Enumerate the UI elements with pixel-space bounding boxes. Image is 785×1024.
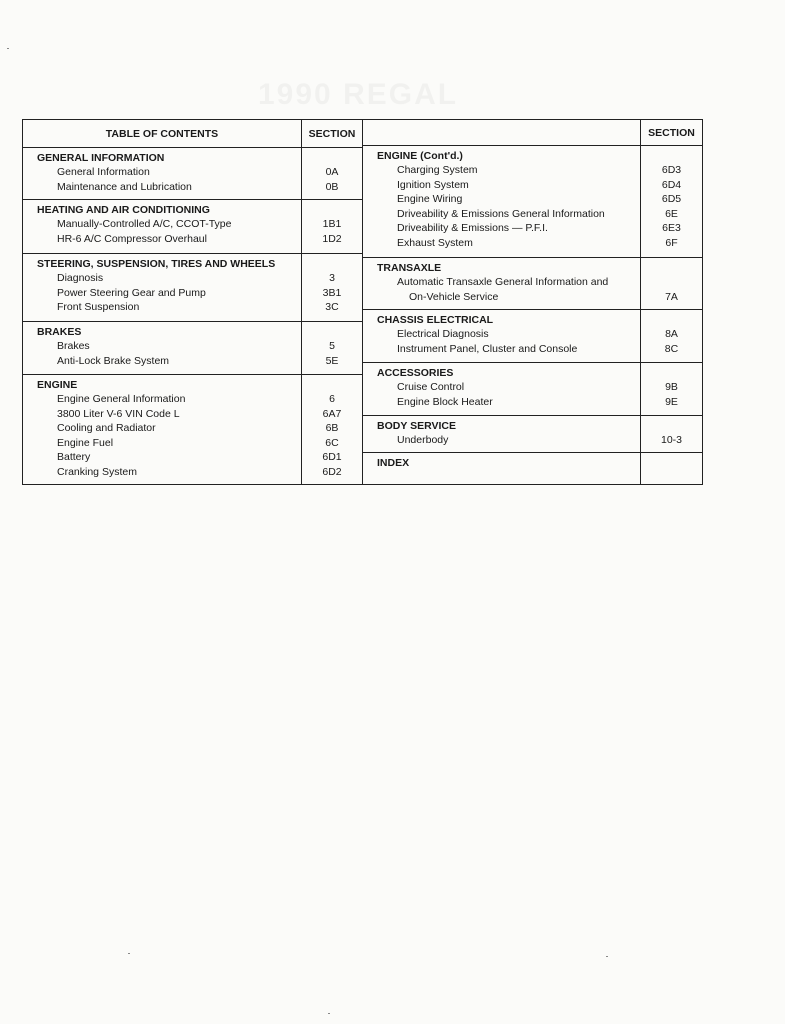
group-text-column <box>363 258 640 309</box>
section-number: 10-3 <box>660 434 682 446</box>
group-text-column <box>23 148 301 199</box>
section-number: 6D4 <box>661 178 682 191</box>
section-number: 6F <box>665 236 678 249</box>
toc-entry[interactable]: Maintenance and Lubrication <box>57 180 192 193</box>
section-number: 9B <box>665 381 678 393</box>
group-text-column <box>363 416 640 452</box>
toc-left-column <box>23 120 363 484</box>
section-number: 6D1 <box>322 451 342 464</box>
group-title: CHASSIS ELECTRICAL <box>377 314 494 326</box>
toc-group <box>363 416 702 453</box>
section-spacer <box>302 203 362 217</box>
section-number: 6C <box>325 436 339 449</box>
section-number: 3B1 <box>322 286 342 299</box>
toc-right-column <box>363 120 702 484</box>
toc-entry[interactable]: Power Steering Gear and Pump <box>57 286 206 299</box>
toc-entry[interactable]: Anti-Lock Brake System <box>57 354 170 367</box>
section-number: 6 <box>329 393 335 405</box>
toc-entry[interactable]: Driveability & Emissions — P.F.I. <box>397 222 548 235</box>
toc-entry[interactable]: Exhaust System <box>397 236 473 249</box>
group-text-column <box>23 254 301 321</box>
section-spacer <box>641 366 702 380</box>
group-title: ACCESSORIES <box>377 367 454 379</box>
section-number: 8C <box>664 342 679 355</box>
toc-entry[interactable]: Front Suspension <box>57 301 140 314</box>
section-number: 6D5 <box>661 193 682 206</box>
toc-entry[interactable]: Engine Fuel <box>57 436 114 449</box>
section-spacer <box>641 313 702 327</box>
toc-entry[interactable]: Engine Block Heater <box>397 395 493 408</box>
toc-entry[interactable]: Driveability & Emissions General Information <box>397 207 605 220</box>
section-spacer <box>641 419 702 433</box>
section-number: 3C <box>325 301 339 314</box>
section-spacer <box>641 149 702 163</box>
toc-group <box>363 310 702 363</box>
speck <box>328 1013 330 1014</box>
section-number: 7A <box>665 290 678 303</box>
toc-entry[interactable]: Cruise Control <box>397 381 465 393</box>
toc-group <box>23 200 362 254</box>
toc-group <box>363 146 702 258</box>
group-title: ENGINE <box>37 379 78 391</box>
group-section-column <box>301 375 362 484</box>
toc-group <box>363 363 702 416</box>
section-number: 9E <box>665 395 678 408</box>
section-header-right: SECTION <box>640 120 702 145</box>
toc-entry[interactable]: Engine Wiring <box>397 193 463 206</box>
toc-left-header <box>23 120 362 148</box>
section-spacer <box>641 261 702 275</box>
group-title: HEATING AND AIR CONDITIONING <box>37 204 210 216</box>
toc-entry[interactable]: Cooling and Radiator <box>57 422 156 435</box>
toc-title: TABLE OF CONTENTS <box>105 127 219 140</box>
group-title: BODY SERVICE <box>377 420 456 432</box>
toc-entry[interactable]: Automatic Transaxle General Information and <box>397 276 609 288</box>
section-number: 1D2 <box>322 232 342 245</box>
speck <box>128 953 130 954</box>
section-number: 8A <box>665 328 678 340</box>
group-section-column <box>640 146 702 257</box>
section-number: 3 <box>329 272 335 284</box>
group-text-column <box>363 453 640 484</box>
section-spacer <box>302 378 362 392</box>
group-text-column <box>363 146 640 257</box>
group-text-column <box>23 200 301 253</box>
section-number: 6A7 <box>322 407 342 420</box>
section-number: 5E <box>325 354 339 367</box>
group-section-column <box>301 200 362 253</box>
group-section-column <box>301 148 362 199</box>
group-section-column <box>640 453 702 484</box>
toc-right-header <box>363 120 702 146</box>
toc-group <box>363 258 702 310</box>
toc-entry[interactable]: Diagnosis <box>57 272 104 284</box>
group-text-column <box>363 310 640 362</box>
toc-entry[interactable]: Brakes <box>57 340 90 352</box>
toc-entry[interactable]: Ignition System <box>397 178 469 191</box>
group-section-column <box>640 310 702 362</box>
group-section-column <box>301 254 362 321</box>
group-section-column <box>640 363 702 415</box>
toc-entry[interactable]: HR-6 A/C Compressor Overhaul <box>57 232 207 245</box>
toc-entry[interactable]: Battery <box>57 451 91 464</box>
speck <box>606 956 608 957</box>
speck <box>7 48 9 49</box>
toc-group <box>23 148 362 200</box>
toc-group <box>23 254 362 322</box>
section-spacer <box>641 456 702 470</box>
section-number: 1B1 <box>322 218 342 230</box>
section-number: 6D2 <box>322 465 342 478</box>
group-text-column <box>23 322 301 374</box>
group-title: TRANSAXLE <box>377 262 442 274</box>
toc-entry[interactable]: On-Vehicle Service <box>409 290 499 303</box>
group-title: INDEX <box>377 457 410 469</box>
group-section-column <box>301 322 362 374</box>
group-section-column <box>640 258 702 309</box>
toc-entry[interactable]: Engine General Information <box>57 393 186 405</box>
section-header-left: SECTION <box>301 120 362 147</box>
group-title: STEERING, SUSPENSION, TIRES AND WHEELS <box>37 258 276 270</box>
bleed-through-title <box>258 78 458 112</box>
group-title: ENGINE (Cont'd.) <box>377 150 463 162</box>
section-number: 5 <box>329 340 335 352</box>
group-section-column <box>640 416 702 452</box>
toc-entry[interactable]: Underbody <box>397 434 449 446</box>
toc-entry[interactable]: Charging System <box>397 164 478 176</box>
section-spacer <box>302 257 362 271</box>
section-spacer <box>302 151 362 165</box>
toc-entry[interactable]: Electrical Diagnosis <box>397 328 489 340</box>
toc-group <box>23 322 362 375</box>
table-of-contents <box>22 119 703 485</box>
section-number: 6E3 <box>662 222 681 235</box>
section-number: 6E <box>665 207 678 220</box>
group-text-column <box>363 363 640 415</box>
section-number: 0A <box>325 166 339 178</box>
section-number: 6B <box>325 422 339 435</box>
section-number: 6D3 <box>661 164 682 176</box>
toc-entry[interactable]: 3800 Liter V-6 VIN Code L <box>57 407 180 420</box>
section-number <box>641 275 702 290</box>
group-title: GENERAL INFORMATION <box>37 152 165 164</box>
section-spacer <box>302 325 362 339</box>
group-text-column <box>23 375 301 484</box>
toc-group <box>23 375 362 484</box>
section-number: 0B <box>325 180 339 193</box>
toc-entry[interactable]: Instrument Panel, Cluster and Console <box>397 342 578 355</box>
toc-entry[interactable]: Cranking System <box>57 465 137 478</box>
toc-entry[interactable]: General Information <box>57 166 150 178</box>
toc-entry[interactable]: Manually-Controlled A/C, CCOT-Type <box>57 218 232 230</box>
toc-group <box>363 453 702 484</box>
group-title: BRAKES <box>37 326 82 338</box>
